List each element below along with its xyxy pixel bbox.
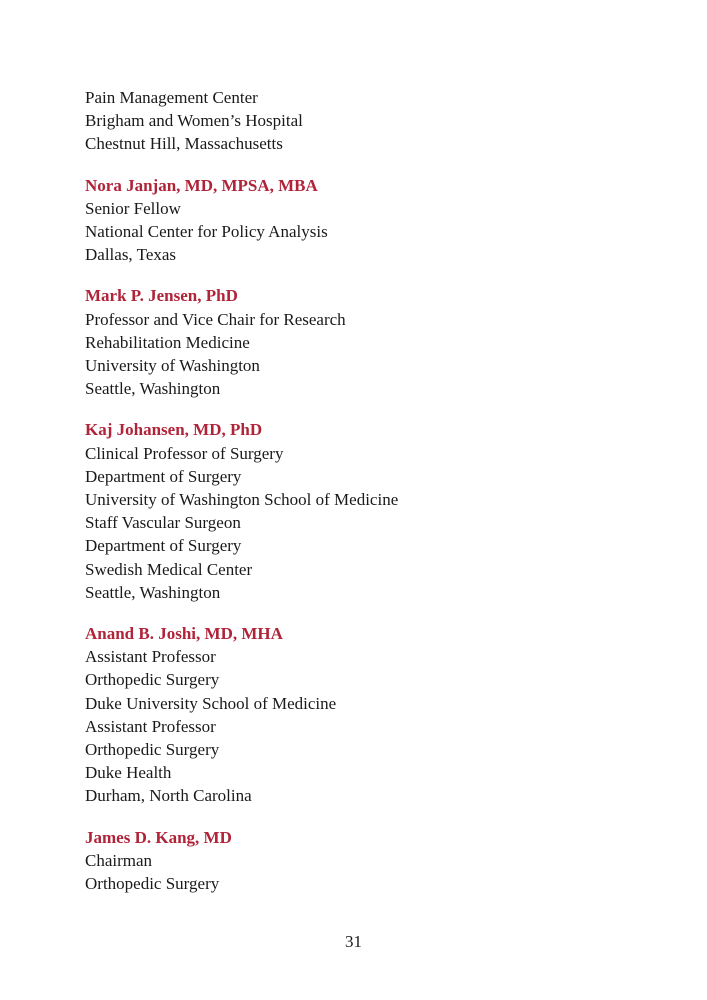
affiliation-line: Orthopedic Surgery <box>85 740 220 760</box>
affiliation-line: Orthopedic Surgery <box>85 670 220 690</box>
contributor-entry <box>85 826 665 896</box>
affiliation-line: University of Washington <box>85 356 260 376</box>
affiliation-line: Pain Management Center <box>85 88 258 107</box>
affiliation-line: Brigham and Women’s Hospital <box>85 111 303 131</box>
contributor-entry <box>85 284 665 400</box>
contributor-name: James D. Kang, MD <box>85 827 232 847</box>
affiliation-line: Senior Fellow <box>85 198 181 218</box>
affiliation-line: Assistant Professor <box>85 716 216 736</box>
affiliation-line: Dallas, Texas <box>85 245 177 265</box>
page-number: 31 <box>345 932 362 951</box>
affiliation-line: Department of Surgery <box>85 466 242 486</box>
contributor-entry <box>85 418 665 604</box>
affiliation-line: National Center for Policy Analysis <box>85 222 328 242</box>
contributor-name: Mark P. Jensen, PhD <box>85 286 238 306</box>
affiliation-line: University of Washington School of Medicine <box>85 490 399 510</box>
affiliation-line: Duke Health <box>85 763 172 783</box>
affiliation-line: Professor and Vice Chair for Research <box>85 309 346 329</box>
contributor-entry <box>85 622 665 808</box>
contributor-entry <box>85 174 665 267</box>
affiliation-line: Department of Surgery <box>85 536 242 556</box>
affiliation-line: Seattle, Washington <box>85 379 221 399</box>
affiliation-line: Duke University School of Medicine <box>85 693 337 713</box>
contributor-name: Kaj Johansen, MD, PhD <box>85 420 263 440</box>
affiliation-line: Assistant Professor <box>85 647 216 667</box>
affiliation-line: Chairman <box>85 850 153 870</box>
affiliation-line: Clinical Professor of Surgery <box>85 443 284 463</box>
affiliation-line: Rehabilitation Medicine <box>85 332 250 352</box>
document-page <box>85 86 665 895</box>
affiliation-line: Seattle, Washington <box>85 582 221 602</box>
affiliation-line: Orthopedic Surgery <box>85 874 220 894</box>
affiliation-line: Staff Vascular Surgeon <box>85 513 241 533</box>
contributor-name: Nora Janjan, MD, MPSA, MBA <box>85 175 318 195</box>
affiliation-line: Swedish Medical Center <box>85 559 253 579</box>
affiliation-line: Chestnut Hill, Massachusetts <box>85 134 283 154</box>
contributor-entry <box>85 86 665 156</box>
contributor-name: Anand B. Joshi, MD, MHA <box>85 624 283 644</box>
affiliation-line: Durham, North Carolina <box>85 786 252 806</box>
